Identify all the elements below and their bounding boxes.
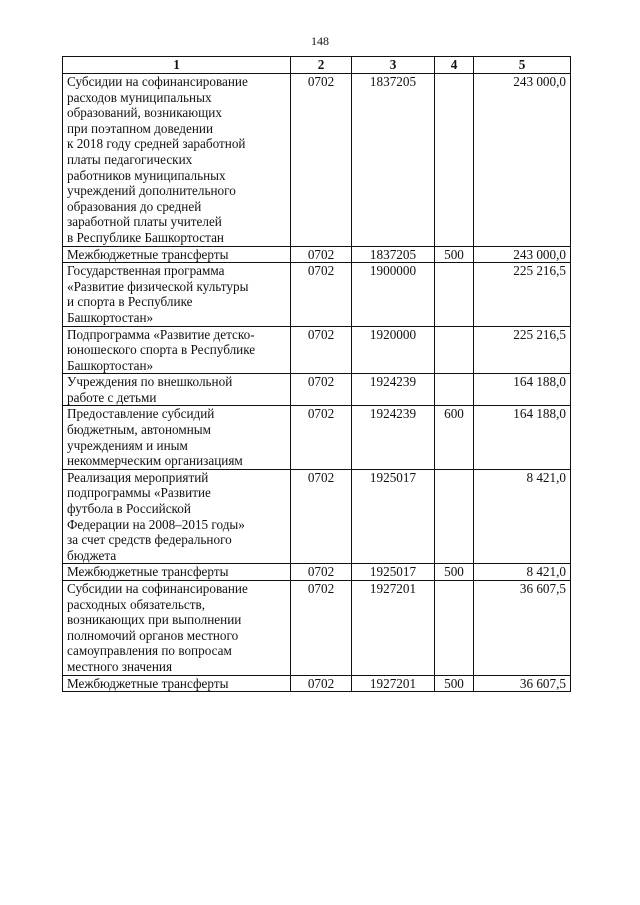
row-name-line: Межбюджетные трансферты [67, 246, 229, 262]
row-name [63, 246, 291, 263]
table-row [63, 263, 571, 326]
row-target-code: 1837205 [352, 246, 435, 263]
row-name-line: Межбюджетные трансферты [67, 564, 229, 580]
header-row [63, 57, 571, 74]
row-amount: 243 000,0 [474, 246, 571, 263]
row-name-line: и спорта в Республике [67, 294, 193, 310]
row-name-line: учреждениям и иным [67, 437, 188, 453]
row-section: 0702 [291, 374, 352, 406]
row-name [63, 263, 291, 326]
row-name-line: Башкортостан» [67, 357, 154, 373]
row-amount: 36 607,5 [474, 675, 571, 692]
row-name-line: юношеского спорта в Республике [67, 342, 256, 358]
row-name-line: работников муниципальных [67, 167, 226, 183]
row-name-line: бюджета [67, 547, 117, 563]
table-row [63, 675, 571, 692]
row-name-line: расходов муниципальных [67, 89, 212, 105]
row-target-code: 1924239 [352, 406, 435, 469]
row-name-line: расходных обязательств, [67, 596, 206, 612]
row-name-line: Реализация мероприятий [67, 469, 209, 485]
row-expense-type: 500 [435, 246, 474, 263]
row-name-line: Предоставление субсидий [67, 406, 215, 422]
row-name-line: Федерации на 2008–2015 годы» [67, 516, 245, 532]
row-target-code: 1837205 [352, 74, 435, 247]
row-expense-type [435, 581, 474, 676]
row-name-line: полномочий органов местного [67, 627, 239, 643]
row-amount: 8 421,0 [474, 469, 571, 564]
row-name-line: к 2018 году средней заработной [67, 136, 246, 152]
table-row [63, 374, 571, 406]
row-section: 0702 [291, 469, 352, 564]
row-name-line: платы педагогических [67, 151, 193, 167]
row-section: 0702 [291, 263, 352, 326]
row-name-line: самоуправления по вопросам [67, 643, 232, 659]
table-row [63, 469, 571, 564]
row-name [63, 469, 291, 564]
header-col-4: 4 [435, 57, 474, 74]
row-name [63, 74, 291, 247]
header-col-1: 1 [63, 57, 291, 74]
row-target-code: 1925017 [352, 469, 435, 564]
header-col-3: 3 [352, 57, 435, 74]
row-name-line: футбола в Российской [67, 501, 191, 517]
table-row [63, 406, 571, 469]
row-name-line: Подпрограмма «Развитие детско- [67, 326, 255, 342]
row-name-line: образования до средней [67, 198, 202, 214]
row-name-line: учреждений дополнительного [67, 183, 236, 199]
row-name [63, 326, 291, 374]
row-name-line: Учреждения по внешкольной [67, 374, 233, 390]
table-row [63, 581, 571, 676]
row-name-line: Башкортостан» [67, 309, 154, 325]
row-name-line: при поэтапном доведении [67, 120, 214, 136]
row-amount: 36 607,5 [474, 581, 571, 676]
row-name-line: некоммерческим организациям [67, 453, 243, 469]
row-amount: 164 188,0 [474, 374, 571, 406]
row-expense-type: 600 [435, 406, 474, 469]
row-name-line: Субсидии на софинансирование [67, 74, 248, 89]
row-target-code: 1924239 [352, 374, 435, 406]
row-name [63, 675, 291, 692]
row-section: 0702 [291, 246, 352, 263]
row-amount: 225 216,5 [474, 326, 571, 374]
row-expense-type [435, 74, 474, 247]
row-target-code: 1927201 [352, 675, 435, 692]
row-section: 0702 [291, 675, 352, 692]
row-name-line: работе с детьми [67, 389, 157, 405]
row-section: 0702 [291, 74, 352, 247]
budget-table [62, 56, 571, 692]
row-name [63, 564, 291, 581]
row-section: 0702 [291, 581, 352, 676]
table-body [63, 74, 571, 692]
row-target-code: 1925017 [352, 564, 435, 581]
row-name-line: местного значения [67, 658, 173, 674]
row-amount: 164 188,0 [474, 406, 571, 469]
header-col-2: 2 [291, 57, 352, 74]
row-expense-type: 500 [435, 564, 474, 581]
row-name-line: бюджетным, автономным [67, 422, 211, 438]
row-amount: 243 000,0 [474, 74, 571, 247]
row-name [63, 374, 291, 406]
page-number: 148 [311, 34, 329, 48]
table-row [63, 564, 571, 581]
row-expense-type [435, 326, 474, 374]
row-name-line: Государственная программа [67, 263, 225, 279]
row-expense-type [435, 263, 474, 326]
row-name-line: Межбюджетные трансферты [67, 675, 229, 691]
row-expense-type: 500 [435, 675, 474, 692]
table-row [63, 74, 571, 247]
row-section: 0702 [291, 326, 352, 374]
row-name-line: Субсидии на софинансирование [67, 581, 248, 596]
row-name-line: заработной платы учителей [67, 214, 222, 230]
row-name-line: за счет средств федерального [67, 532, 232, 548]
row-expense-type [435, 469, 474, 564]
header-col-5: 5 [474, 57, 571, 74]
row-name-line: подпрограммы «Развитие [67, 485, 211, 501]
row-name [63, 581, 291, 676]
row-amount: 8 421,0 [474, 564, 571, 581]
row-amount: 225 216,5 [474, 263, 571, 326]
row-section: 0702 [291, 564, 352, 581]
row-target-code: 1920000 [352, 326, 435, 374]
table-row [63, 246, 571, 263]
row-name [63, 406, 291, 469]
row-name-line: возникающих при выполнении [67, 612, 242, 628]
table-header [63, 57, 571, 74]
row-section: 0702 [291, 406, 352, 469]
row-expense-type [435, 374, 474, 406]
row-name-line: «Развитие физической культуры [67, 278, 249, 294]
table-row [63, 326, 571, 374]
row-name-line: образований, возникающих [67, 105, 222, 121]
row-target-code: 1927201 [352, 581, 435, 676]
row-name-line: в Республике Башкортостан [67, 229, 224, 245]
row-target-code: 1900000 [352, 263, 435, 326]
